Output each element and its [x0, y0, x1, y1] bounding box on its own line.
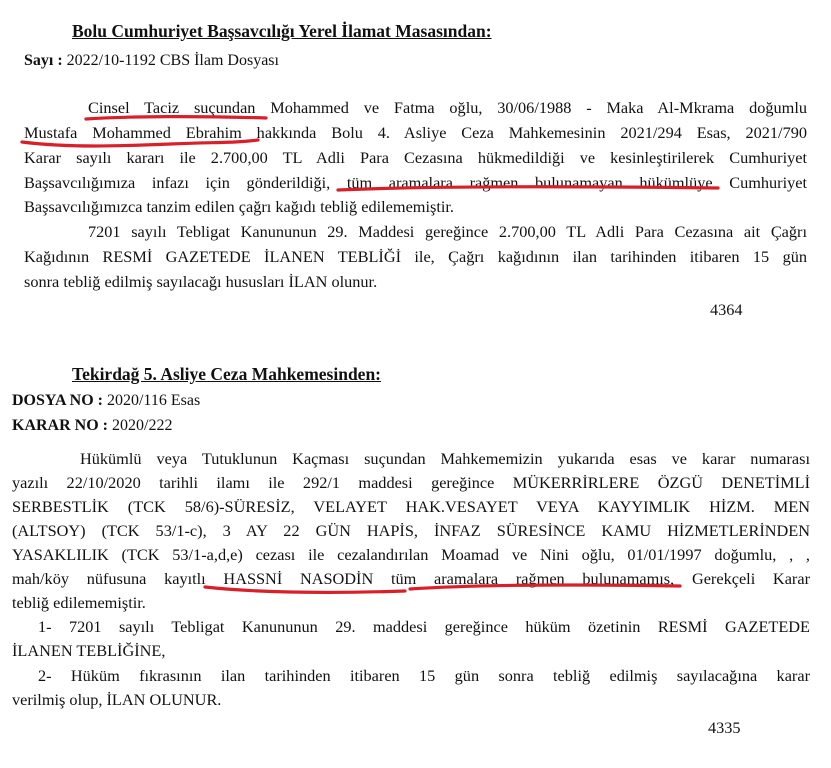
- notice2-item2-line-1: 2- Hüküm fıkrasının ilan tarihinden itibaren 15 gün sonra tebliğ edilmiş sayılacağına karar: [38, 666, 810, 685]
- notice1-p1-line-2: Mustafa Mohammed Ebrahim hakkında Bolu 4. Asliye Ceza Mahkemesinin 2021/294 Esas, 2021/790: [24, 123, 807, 142]
- notice1-p2-line-3: sonra tebliğ edilmiş sayılacağı hususları İLAN olunur.: [24, 272, 378, 291]
- notice2-p1-line-7: tebliğ edilememiştir.: [12, 593, 146, 612]
- notice2-item2-line-2: verilmiş olup, İLAN OLUNUR.: [12, 690, 222, 709]
- karar-value: 2020/222: [112, 417, 173, 434]
- sayi-value: 2022/10-1192 CBS İlam Dosyası: [66, 52, 279, 69]
- notice2-p1-line-2: yazılı 22/10/2020 tarihli ilamı ile 292/1 maddesi gereğince MÜKERRİRLERE ÖZGÜ DENETİMLİ: [12, 473, 810, 492]
- notice2-p1-line-3: SERBESTLİK (TCK 58/6)-SÜRESİZ, VELAYET HAK.VESAYET VEYA KAYYIMLIK HİZM. MEN: [12, 497, 810, 516]
- notice2-p1-line-1: Hükümlü veya Tutuklunun Kaçması suçundan Mahkememizin yukarıda esas ve karar numarası: [80, 449, 810, 468]
- notice2-item1-line-1: 1- 7201 sayılı Tebligat Kanununun 29. maddesi gereğince hüküm özetinin RESMİ GAZETEDE: [38, 617, 810, 636]
- notice1-p2-line-1: 7201 sayılı Tebligat Kanununun 29. Maddesi gereğince 2.700,00 TL Adli Para Cezasına ait Çağrı: [88, 222, 807, 241]
- notice1-p1-line-1: Cinsel Taciz suçundan Mohammed ve Fatma oğlu, 30/06/1988 - Maka Al-Mkrama doğumlu: [88, 98, 807, 117]
- notice2-item1-line-2: İLANEN TEBLİĞİNE,: [12, 641, 166, 660]
- notice2-p1-line-5: YASAKLILIK (TCK 53/1-a,d,e) cezası ile cezalandırılan Moamad ve Nini oğlu, 01/01/1997 doğumlu, , ,: [12, 545, 810, 564]
- notice1-p2-line-2: Kağıdının RESMİ GAZETEDE İLANEN TEBLİĞİ ile, Çağrı kağıdının ilan tarihinden itibaren 15 gün: [24, 247, 807, 266]
- notice1-p1-line-4: Başsavcılığımıza infazı için gönderildiği, tüm aramalara rağmen bulunamayan hükümlüye Cumhuriyet: [24, 173, 807, 192]
- notice2-karar: [12, 416, 172, 436]
- sayi-label: Sayı :: [24, 52, 63, 69]
- dosya-label: DOSYA NO :: [12, 392, 103, 409]
- notice1-number: 4364: [710, 300, 743, 319]
- notice2-dosya: [12, 391, 200, 411]
- notice1-heading: Bolu Cumhuriyet Başsavcılığı Yerel İlamat Masasından:: [72, 21, 492, 41]
- dosya-value: 2020/116 Esas: [106, 392, 201, 409]
- notice2-heading: Tekirdağ 5. Asliye Ceza Mahkemesinden:: [72, 364, 382, 384]
- notice2-p1-line-6: mah/köy nüfusuna kayıtlı HASSNİ NASODİN tüm aramalara rağmen bulunamamış, Gerekçeli Karar: [12, 569, 810, 588]
- notice2-p1-line-4: (ALTSOY) (TCK 53/1-c), 3 AY 22 GÜN HAPİS, İNFAZ SÜRESİNCE KAMU HİZMETLERİNDEN: [12, 521, 810, 540]
- notice2-number: 4335: [708, 718, 741, 737]
- notice1-p1-line-5: Başsavcılığımızca tanzim edilen çağrı kağıdı tebliğ edilememiştir.: [24, 197, 454, 216]
- karar-label: KARAR NO :: [12, 417, 108, 434]
- notice1-p1-line-3: Karar sayılı kararı ile 2.700,00 TL Adli Para Cezasına hükmedildiği ve kesinleştirilerek Cumhuriyet: [24, 148, 807, 167]
- notice1-sayi: [24, 51, 279, 71]
